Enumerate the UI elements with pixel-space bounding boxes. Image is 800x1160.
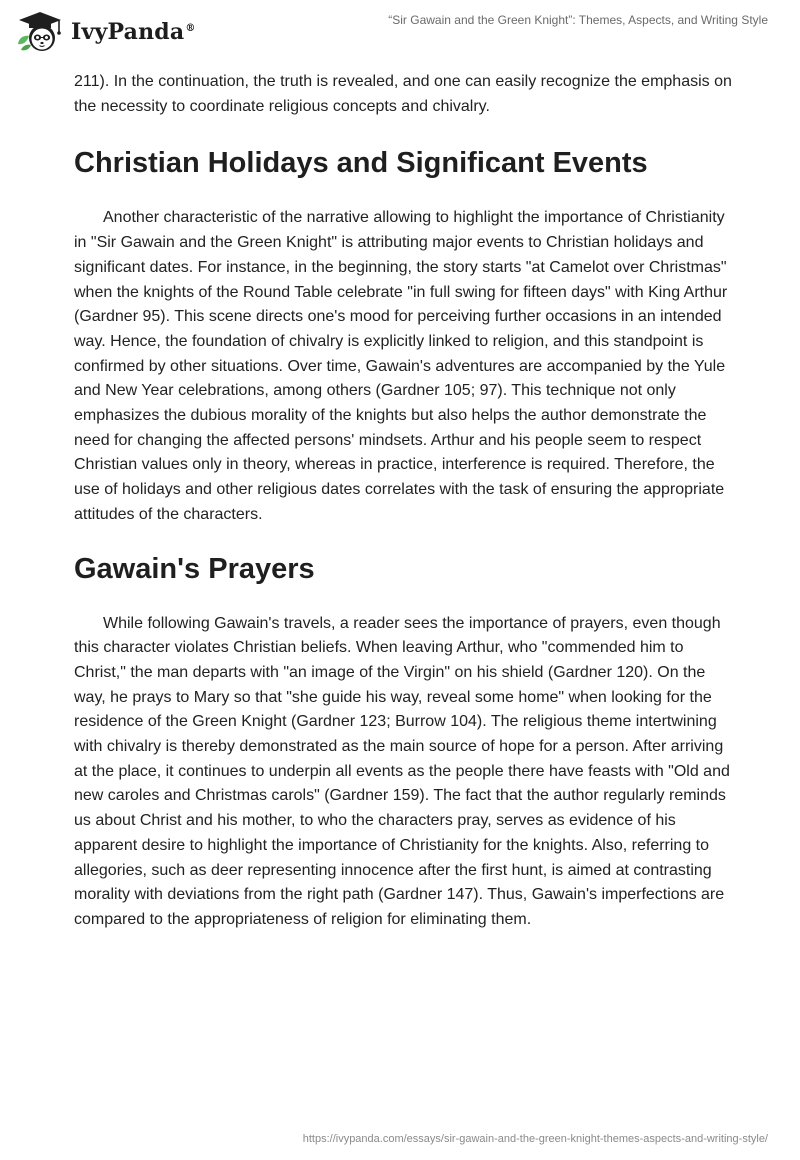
source-url[interactable]: https://ivypanda.com/essays/sir-gawain-and-the-green-knight-themes-aspects-and-writing-style/ — [302, 1133, 768, 1145]
section-heading-gawains-prayers: Gawain's Prayers — [74, 552, 315, 585]
section-heading-christian-holidays: Christian Holidays and Significant Events — [74, 147, 648, 180]
trademark-symbol: ® — [185, 22, 196, 34]
essay-body — [74, 70, 734, 933]
section-paragraph-christian-holidays: Another characteristic of the narrative allowing to highlight the importance of Christianity in "Sir Gawain and the Green Knight" is attributing major events to Christian holidays and significant dates. For instance, in the beginning, the story starts "at Camelot over Christmas" when the knights of the Round Table celebrate "in full swing for fifteen days" with King Arthur (Gardner 95). This scene directs one's mood for perceiving further occasions in an intended way. Hence, the foundation of chivalry is explicitly linked to religion, and this standpoint is confirmed by other situations. Over time, Gawain's adventures are accompanied by the Yule and New Year celebrations, among others (Gardner 105; 97). This technique not only emphasizes the dubious morality of the knights but also helps the author demonstrate the need for changing the affected persons' mindsets. Arthur and his people seem to respect Christian values only in theory, whereas in practice, interference is required. Therefore, the use of holidays and other religious dates correlates with the task of ensuring the appropriate attitudes of the characters. — [74, 209, 728, 523]
brand-name: IvyPanda® — [71, 19, 196, 45]
panda-graduate-icon — [15, 10, 65, 54]
ivypanda-logo[interactable] — [15, 10, 196, 54]
intro-paragraph: 211). In the continuation, the truth is revealed, and one can easily recognize the emphasis on the necessity to coordinate religious concepts and chivalry. — [74, 73, 732, 115]
section-paragraph-gawains-prayers: While following Gawain's travels, a reader sees the importance of prayers, even though this character violates Christian beliefs. When leaving Arthur, who "commended him to Christ," the man departs with "an image of the Virgin" on his shield (Gardner 120). On the way, he prays to Mary so that "she guide his way, reveal some home" when looking for the residence of the Green Knight (Gardner 123; Burrow 104). The religious theme intertwining with chivalry is thereby demonstrated as the main source of hope for a person. After arriving at the place, it continues to underpin all events as the people there have feasts with "Old and new caroles and Christmas carols" (Gardner 159). The fact that the author regularly reminds us about Christ and his mother, to who the characters pray, serves as evidence of his apparent desire to highlight the importance of Christianity for the knights. Also, referring to allegories, such as deer representing innocence after the first hunt, is aimed at contrasting morality with deviations from the right path (Gardner 147). Thus, Gawain's imperfections are compared to the appropriateness of religion for eliminating them. — [74, 614, 730, 928]
page-header — [0, 0, 800, 64]
document-title: “Sir Gawain and the Green Knight”: Themes, Aspects, and Writing Style — [388, 13, 768, 27]
